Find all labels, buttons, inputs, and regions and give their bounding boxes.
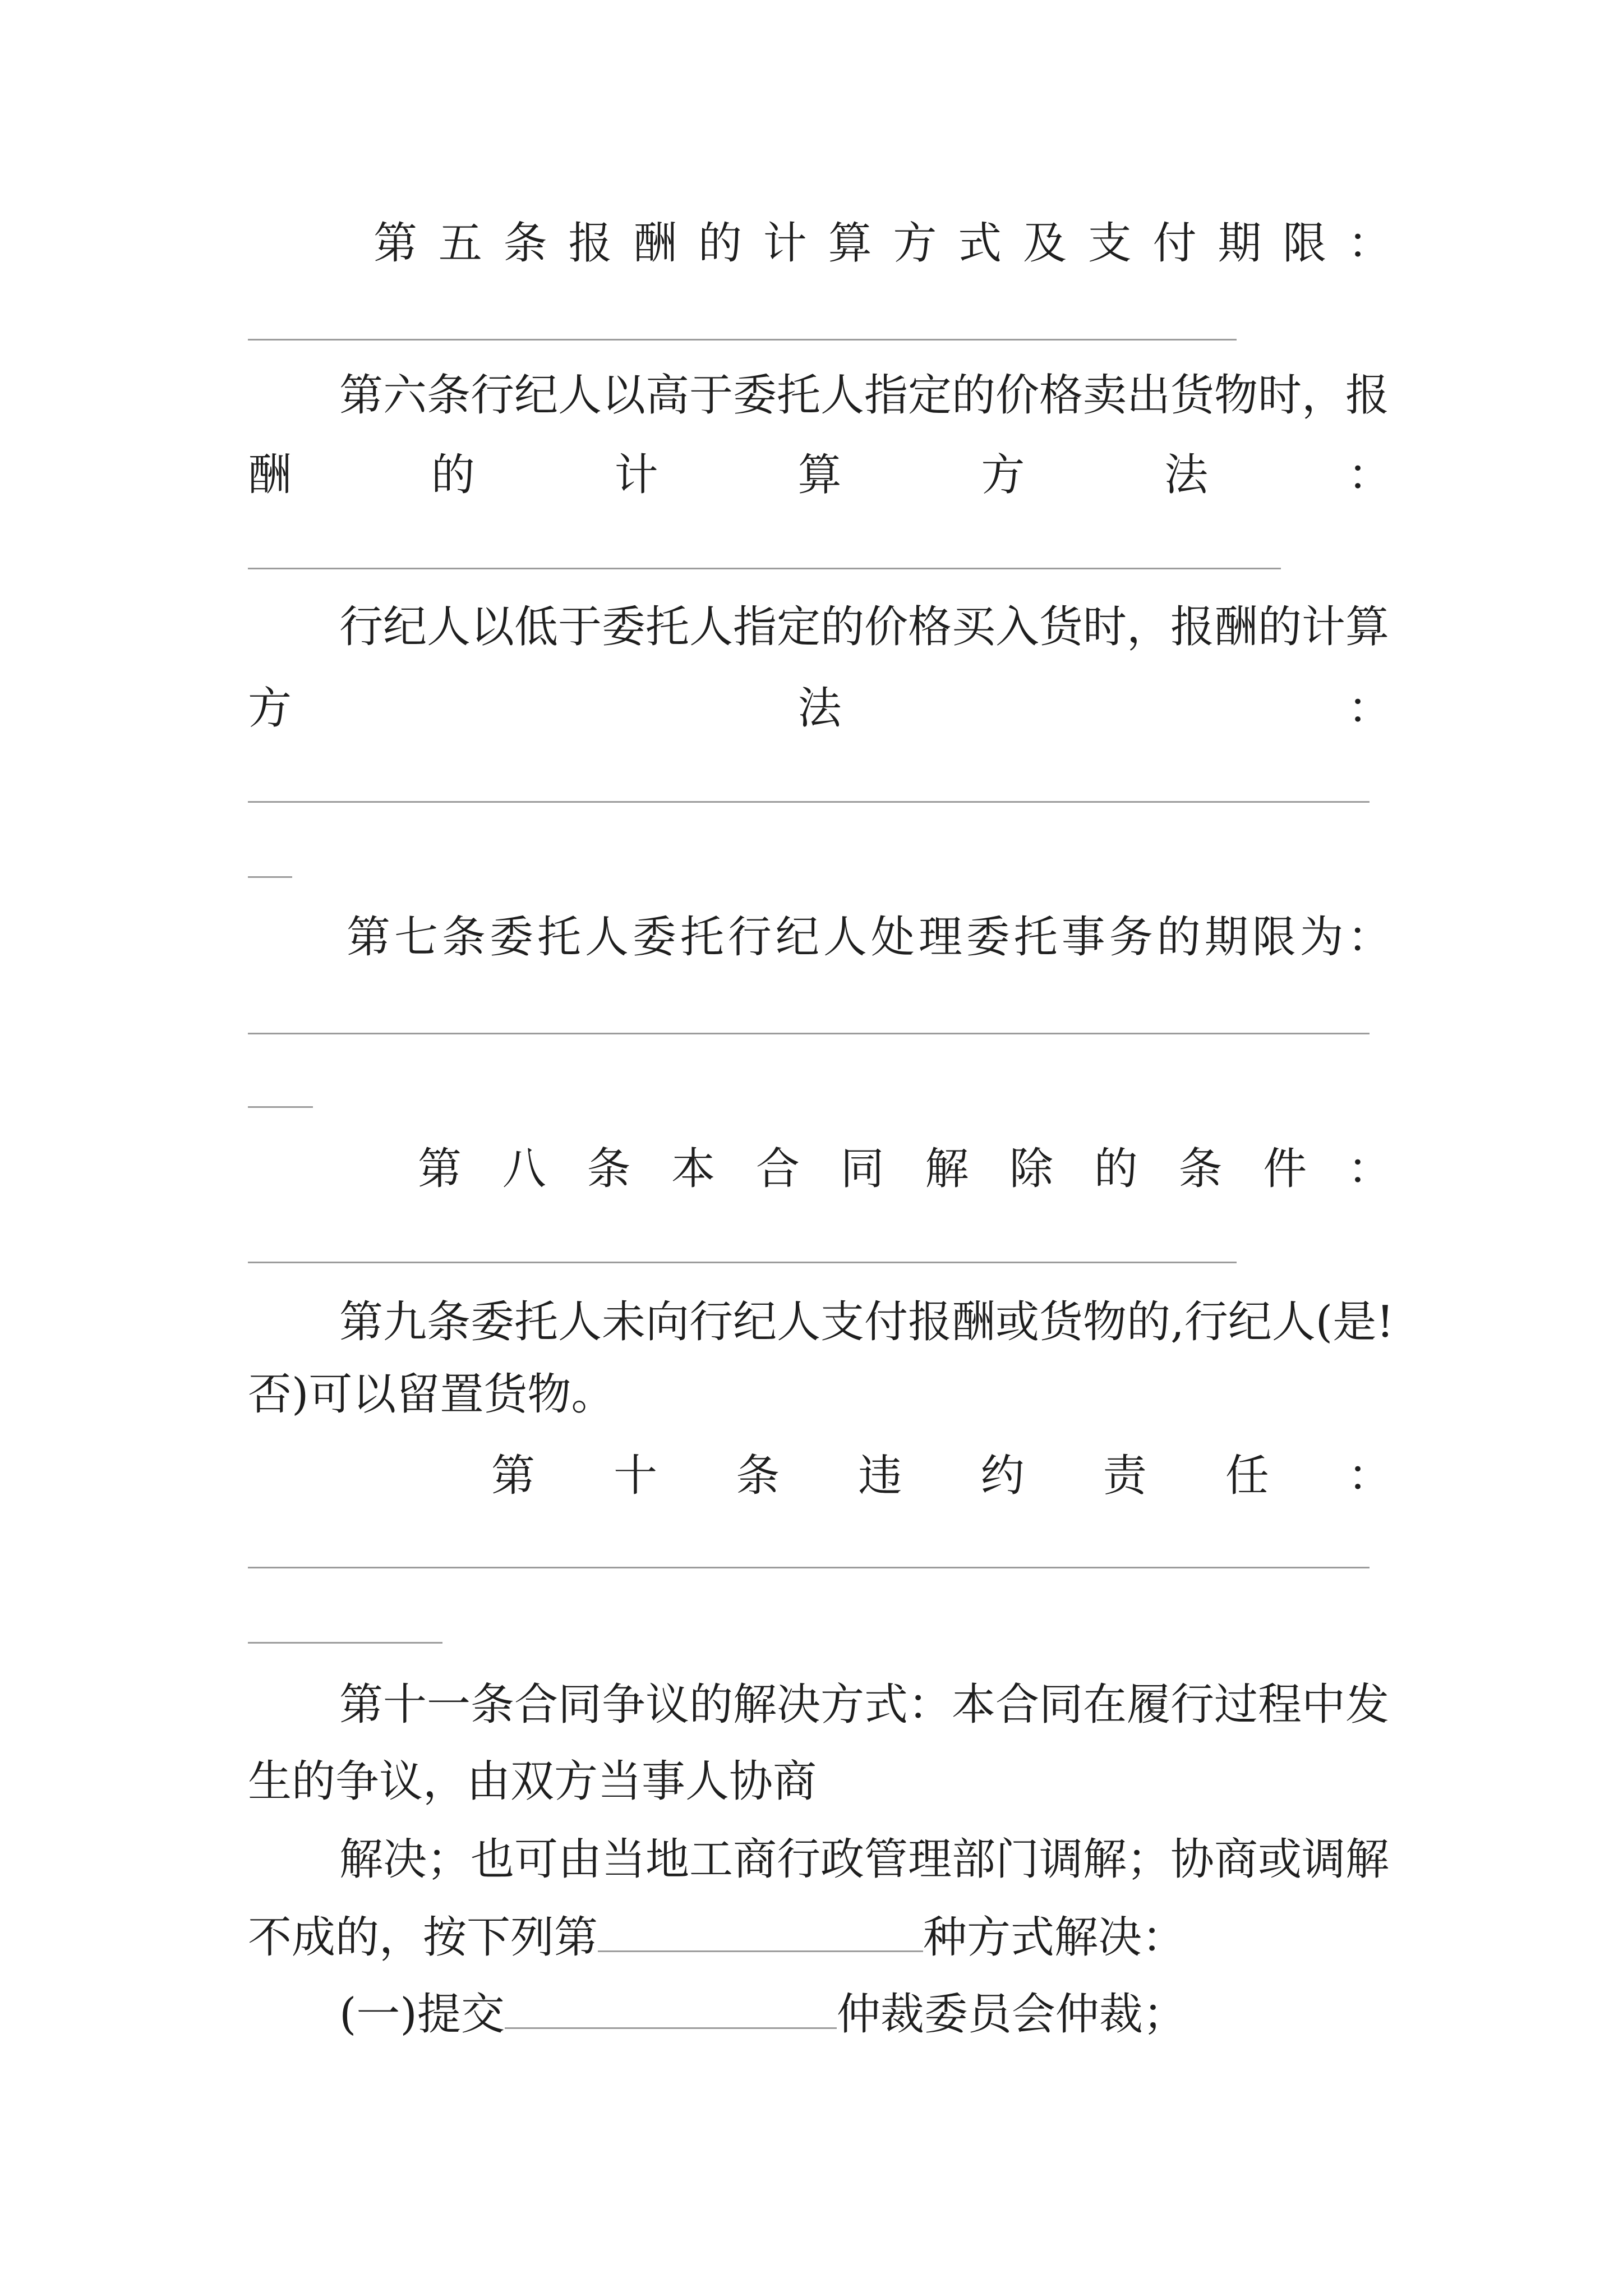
article-10-heading (491, 1448, 1391, 1504)
character: 任 (1225, 1451, 1269, 1501)
article-11-line-1: 第十一条合同争议的解决方式：本合同在履行过程中发 (339, 1680, 1390, 1730)
character: 支 (1087, 218, 1132, 269)
fill-line-continuation (248, 1106, 313, 1108)
character: 件 (1263, 1144, 1307, 1194)
character: 计 (614, 450, 658, 500)
character: 限 (1283, 218, 1327, 269)
character: 违 (858, 1451, 902, 1501)
character: 本 (671, 1144, 716, 1194)
article-8-heading (418, 1141, 1391, 1197)
character: 人 (823, 912, 867, 963)
article-11-option-1 (339, 1986, 1187, 2042)
blank-field (505, 1994, 837, 2029)
fill-line-continuation (248, 1642, 442, 1644)
fill-line (248, 1567, 1370, 1568)
character: 条 (441, 912, 486, 963)
article-9-line-1: 第九条委托人未向行纪人支付报酬或货物的,行纪人(是! (339, 1297, 1394, 1347)
character: ： (1347, 1451, 1391, 1501)
character: 第 (491, 1451, 536, 1501)
character: 委 (489, 912, 533, 963)
fill-line (248, 339, 1237, 341)
character: ： (1347, 450, 1391, 500)
character: 处 (870, 912, 915, 963)
fill-line (248, 1033, 1370, 1034)
article-11-line-4 (248, 1910, 1186, 1966)
character: 报 (568, 218, 612, 269)
character: 事 (1061, 912, 1105, 963)
character: 行 (727, 912, 772, 963)
article-5-heading (374, 215, 1391, 272)
character: 算 (797, 450, 842, 500)
character: 理 (918, 912, 962, 963)
article-11-option-1-suffix: 仲裁委员会仲裁； (836, 1989, 1187, 2040)
character: 期 (1218, 218, 1262, 269)
character: 方 (893, 218, 937, 269)
fill-line-continuation (248, 876, 292, 878)
character: 期 (1204, 912, 1248, 963)
character: 纪 (775, 912, 819, 963)
character: ： (1347, 1144, 1391, 1194)
character: 务 (1109, 912, 1153, 963)
character: 算 (828, 218, 872, 269)
character: ： (1347, 912, 1391, 963)
character: 条 (503, 218, 547, 269)
character: 的 (431, 450, 475, 500)
character: 解 (925, 1144, 969, 1194)
article-11-line-2: 生的争议，由双方当事人协商 (248, 1756, 817, 1807)
article-7-heading (347, 909, 1391, 965)
character: 约 (980, 1451, 1025, 1501)
character: 酬 (248, 450, 292, 500)
character: 方 (981, 450, 1025, 500)
character: 的 (698, 218, 742, 269)
fill-line (248, 568, 1281, 569)
character: 的 (1156, 912, 1201, 963)
article-6-sell-line-1: 第六条行纪人以高于委托人指定的价格卖出货物时，报 (339, 370, 1390, 421)
character: 委 (632, 912, 676, 963)
character: 五 (438, 218, 482, 269)
fill-line (248, 801, 1370, 803)
character: 限 (1252, 912, 1296, 963)
character: 第 (347, 912, 391, 963)
character: 的 (1094, 1144, 1138, 1194)
character: ： (1347, 218, 1391, 269)
character: 合 (755, 1144, 800, 1194)
character: 托 (680, 912, 724, 963)
character: 十 (614, 1451, 658, 1501)
character: 第 (374, 218, 418, 269)
character: 托 (537, 912, 581, 963)
character: 式 (958, 218, 1002, 269)
article-6-buy-line-1: 行纪人以低于委托人指定的价格买入货时，报酬的计算 (339, 602, 1390, 652)
character: 计 (763, 218, 807, 269)
fill-line (248, 1262, 1237, 1263)
article-6-buy-line-2 (248, 680, 1391, 737)
character: 法 (1164, 450, 1209, 500)
character: 条 (1178, 1144, 1223, 1194)
character: 委 (966, 912, 1010, 963)
character: 责 (1103, 1451, 1147, 1501)
character: 酬 (633, 218, 677, 269)
article-11-option-1-prefix: (一)提交 (339, 1989, 505, 2040)
character: ： (1347, 683, 1391, 734)
article-11-line-4-suffix: 种方式解决： (923, 1912, 1186, 1963)
character: 八 (502, 1144, 546, 1194)
character: 同 (840, 1144, 884, 1194)
character: 人 (584, 912, 629, 963)
character: 第 (418, 1144, 462, 1194)
character: 除 (1009, 1144, 1054, 1194)
character: 条 (736, 1451, 780, 1501)
article-11-line-4-prefix: 不成的，按下列第 (248, 1912, 598, 1963)
character: 及 (1022, 218, 1067, 269)
article-9-line-2: 否)可以留置货物。 (248, 1369, 615, 1420)
character: 托 (1013, 912, 1058, 963)
character: 七 (394, 912, 438, 963)
article-11-line-3: 解决；也可由当地工商行政管理部门调解；协商或调解 (339, 1834, 1390, 1885)
character: 为 (1299, 912, 1344, 963)
character: 法 (797, 683, 842, 734)
character: 付 (1152, 218, 1197, 269)
character: 条 (587, 1144, 631, 1194)
article-6-sell-line-2 (248, 447, 1391, 503)
character: 方 (248, 683, 292, 734)
blank-field (598, 1917, 923, 1952)
